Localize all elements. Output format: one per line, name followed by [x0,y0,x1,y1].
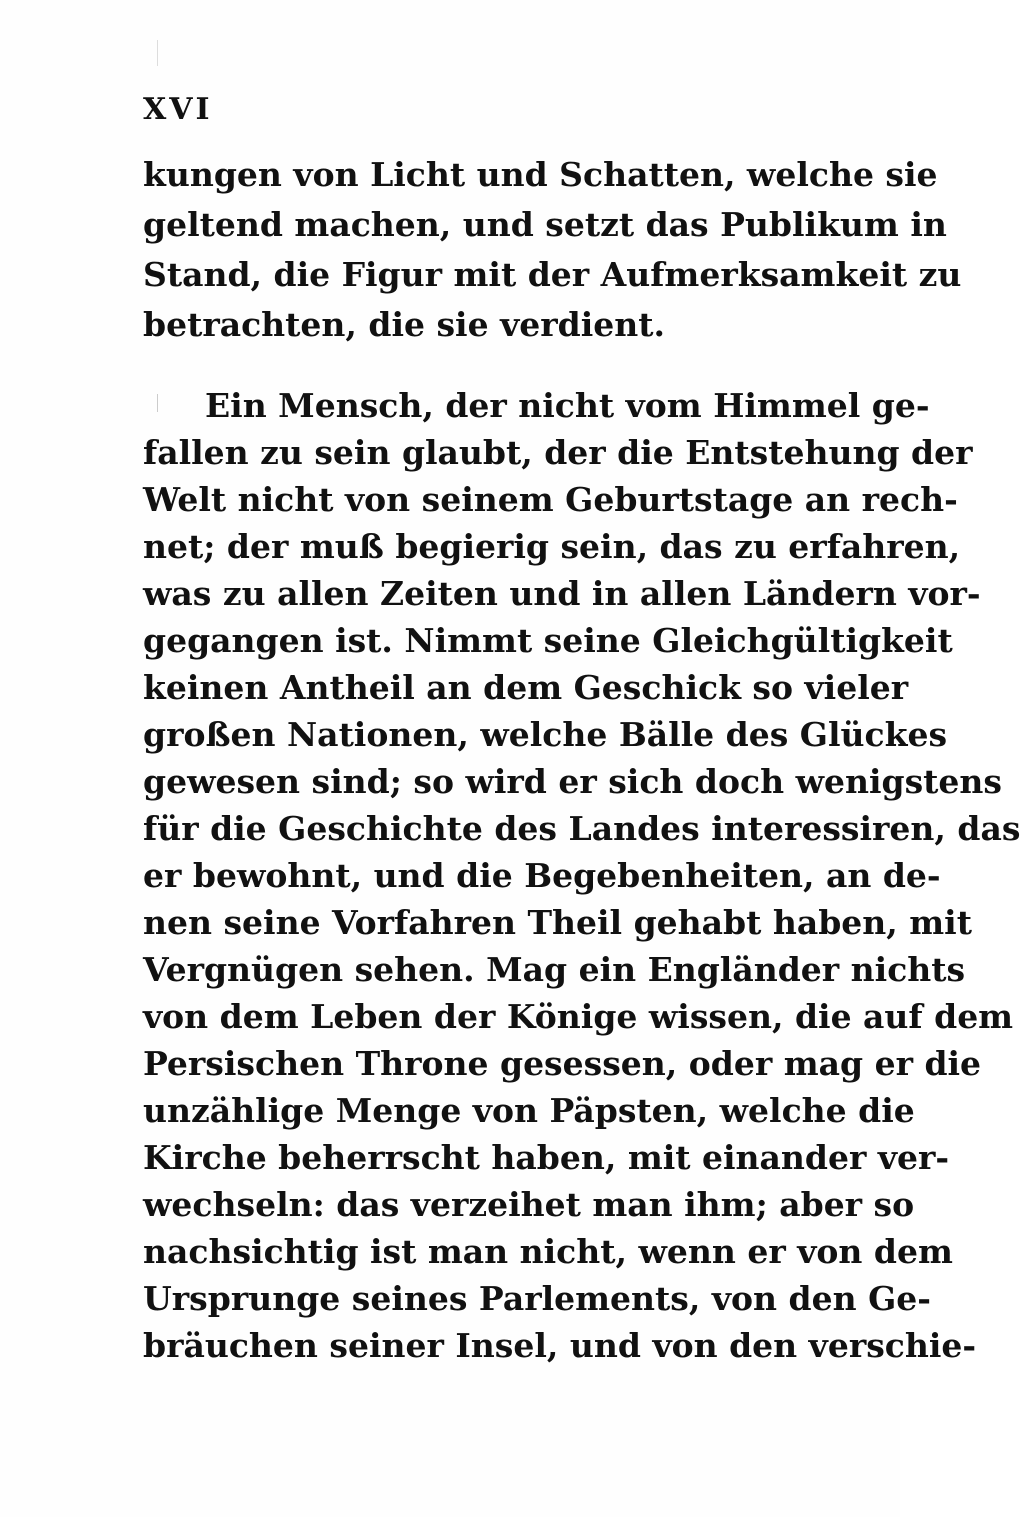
text-line: nachsichtig ist man nicht, wenn er von dem [143,1232,953,1271]
text-line: Ein Mensch, der nicht vom Himmel ge- [205,386,930,425]
text-line: von dem Leben der Könige wissen, die auf dem [143,997,1014,1036]
text-line: betrachten, die sie verdient. [143,305,665,344]
scan-mark [157,40,158,66]
text-line: bräuchen seiner Insel, und von den verschie- [143,1326,977,1365]
paragraph-continued [143,150,962,350]
text-line: Kirche beherrscht haben, mit einander ver- [143,1138,950,1177]
text-line: fallen zu sein glaubt, der die Entstehung der [143,433,973,472]
paragraph-main [143,382,1020,1369]
text-line: für die Geschichte des Landes interessiren, das [143,809,1020,848]
text-line: er bewohnt, und die Begebenheiten, an de- [143,856,941,895]
text-line: Stand, die Figur mit der Aufmerksamkeit zu [143,255,962,294]
text-line: nen seine Vorfahren Theil gehabt haben, mit [143,903,972,942]
text-line: gegangen ist. Nimmt seine Gleichgültigkeit [143,621,953,660]
text-line: gewesen sind; so wird er sich doch wenigstens [143,762,1002,801]
text-line: Persischen Throne gesessen, oder mag er die [143,1044,982,1083]
text-line: kungen von Licht und Schatten, welche sie [143,155,938,194]
page-number: XVI [143,92,213,127]
text-line: wechseln: das verzeihet man ihm; aber so [143,1185,915,1224]
text-line: unzählige Menge von Päpsten, welche die [143,1091,915,1130]
text-line: Welt nicht von seinem Geburtstage an rech- [143,480,958,519]
text-line: großen Nationen, welche Bälle des Glückes [143,715,948,754]
text-line: Ursprunge seines Parlements, von den Ge- [143,1279,931,1318]
text-line: keinen Antheil an dem Geschick so vieler [143,668,909,707]
text-line: was zu allen Zeiten und in allen Ländern vor- [143,574,981,613]
text-line: net; der muß begierig sein, das zu erfahren, [143,527,961,566]
text-line: Vergnügen sehen. Mag ein Engländer nichts [143,950,966,989]
text-line: geltend machen, und setzt das Publikum in [143,205,947,244]
